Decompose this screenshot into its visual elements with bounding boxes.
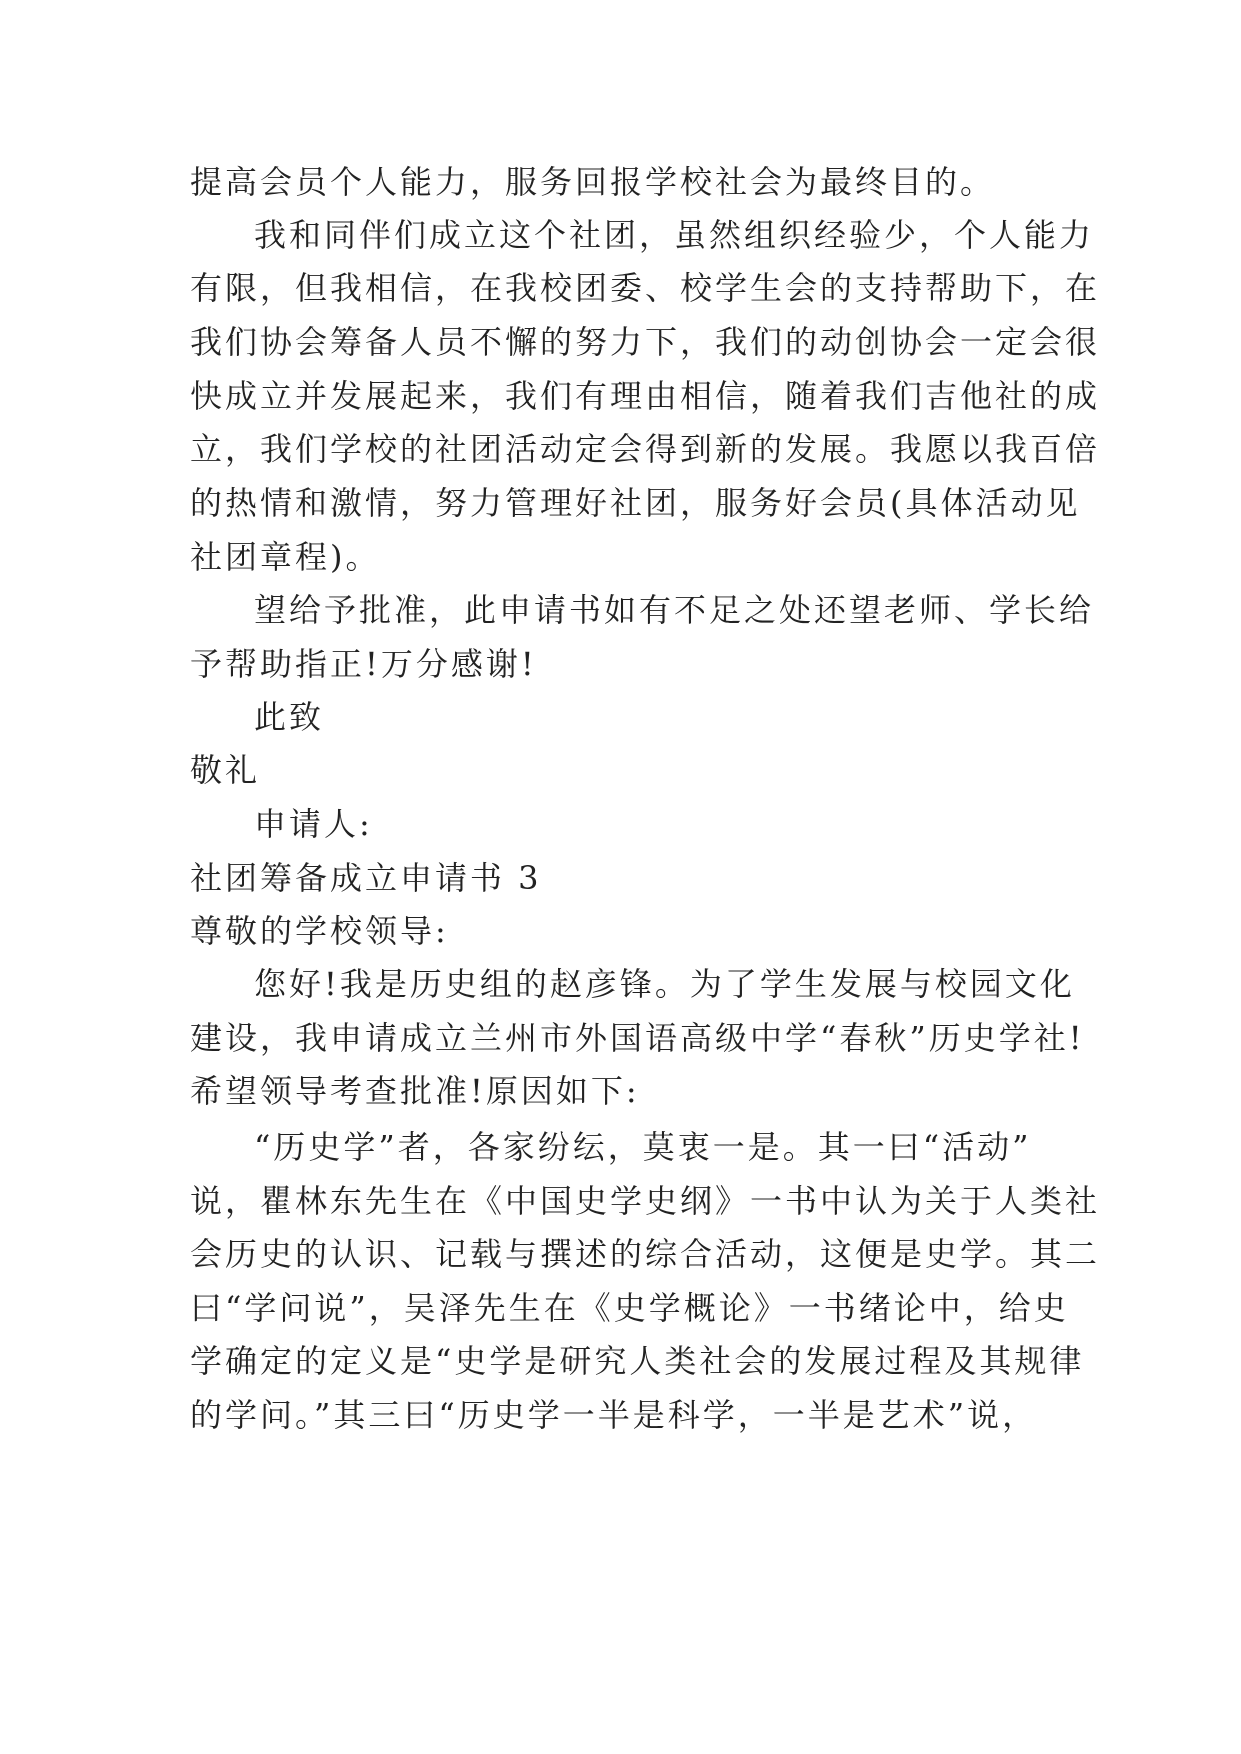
text-line: 您好!我是历史组的赵彦锋。为了学生发展与校园文化 — [254, 965, 1075, 1003]
text-line: 望给予批准，此申请书如有不足之处还望老师、学长给 — [254, 591, 1095, 629]
text-line: 快成立并发展起来，我们有理由相信，随着我们吉他社的成 — [190, 377, 1101, 415]
text-line: 的热情和激情，努力管理好社团，服务好会员(具体活动见 — [190, 484, 1081, 522]
text-line: 申请人: — [254, 805, 373, 843]
text-line: 曰“学问说”，吴泽先生在《史学概论》一书绪论中，给史 — [190, 1289, 1069, 1327]
text-line: 予帮助指正!万分感谢! — [190, 645, 537, 683]
text-line: 敬礼 — [190, 751, 261, 789]
text-line: 我们协会筹备人员不懈的努力下，我们的动创协会一定会很 — [190, 323, 1101, 361]
text-line: “历史学”者，各家纷纭，莫衷一是。其一曰“活动” — [254, 1128, 1032, 1166]
text-line: 的学问。”其三曰“历史学一半是科学，一半是艺术”说， — [190, 1396, 1038, 1434]
text-line: 立，我们学校的社团活动定会得到新的发展。我愿以我百倍 — [190, 430, 1101, 468]
section-title: 社团筹备成立申请书 3 — [190, 859, 542, 897]
text-line: 此致 — [254, 698, 325, 736]
text-line: 提高会员个人能力，服务回报学校社会为最终目的。 — [190, 163, 996, 201]
text-line: 说，瞿林东先生在《中国史学史纲》一书中认为关于人类社 — [190, 1182, 1101, 1220]
text-line: 希望领导考查批准!原因如下: — [190, 1072, 640, 1110]
text-line: 学确定的定义是“史学是研究人类社会的发展过程及其规律 — [190, 1342, 1085, 1380]
text-line: 社团章程)。 — [190, 538, 381, 576]
salutation: 尊敬的学校领导: — [190, 912, 449, 950]
text-line: 会历史的认识、记载与撰述的综合活动，这便是史学。其二 — [190, 1235, 1101, 1273]
text-line: 我和同伴们成立这个社团，虽然组织经验少，个人能力 — [254, 216, 1095, 254]
text-line: 有限，但我相信，在我校团委、校学生会的支持帮助下，在 — [190, 269, 1101, 307]
text-line: 建设，我申请成立兰州市外国语高级中学“春秋”历史学社! — [190, 1019, 1085, 1057]
